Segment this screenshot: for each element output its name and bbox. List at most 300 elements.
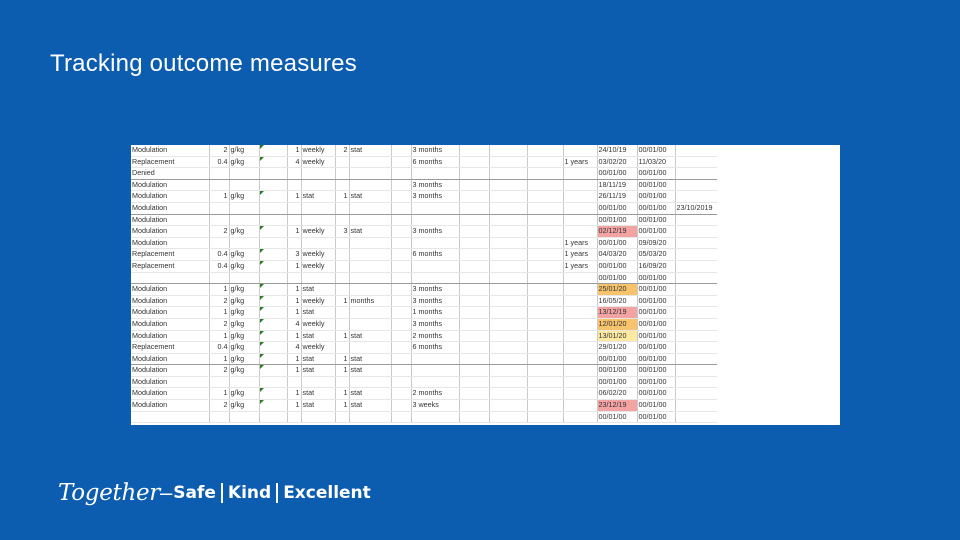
table-cell xyxy=(527,388,563,400)
table-cell: g/kg xyxy=(229,145,259,156)
table-cell xyxy=(527,353,563,365)
table-cell: months xyxy=(349,295,391,307)
table-cell xyxy=(489,411,527,423)
table-cell: stat xyxy=(349,226,391,238)
table-cell xyxy=(489,295,527,307)
table-cell: weekly xyxy=(301,145,335,156)
table-cell xyxy=(675,145,717,156)
table-cell xyxy=(459,400,489,412)
table-cell: 6 months xyxy=(411,156,459,168)
table-cell xyxy=(563,179,597,191)
table-cell xyxy=(411,376,459,388)
table-cell: g/kg xyxy=(229,318,259,330)
table-cell xyxy=(527,237,563,249)
table-cell: 1 xyxy=(287,365,301,377)
table-cell xyxy=(259,179,287,191)
table-cell xyxy=(459,411,489,423)
table-cell xyxy=(229,214,259,226)
table-cell: Modulation xyxy=(131,400,209,412)
table-cell xyxy=(411,411,459,423)
table-cell xyxy=(335,260,349,272)
table-cell xyxy=(675,272,717,284)
table-cell xyxy=(259,202,287,214)
table-cell xyxy=(391,330,411,342)
table-cell: stat xyxy=(349,400,391,412)
outcome-table xyxy=(131,145,717,423)
table-cell xyxy=(259,318,287,330)
table-cell xyxy=(349,168,391,180)
table-cell xyxy=(287,272,301,284)
table-cell xyxy=(489,237,527,249)
table-row xyxy=(131,295,717,307)
table-cell: stat xyxy=(349,353,391,365)
table-cell xyxy=(349,376,391,388)
table-cell: g/kg xyxy=(229,353,259,365)
table-cell xyxy=(563,400,597,412)
table-cell: 00/01/00 xyxy=(637,145,675,156)
table-cell xyxy=(459,388,489,400)
table-cell: 3 months xyxy=(411,284,459,296)
table-cell xyxy=(301,168,335,180)
table-cell xyxy=(527,376,563,388)
table-cell xyxy=(391,400,411,412)
table-cell xyxy=(489,330,527,342)
table-cell: 11/03/20 xyxy=(637,156,675,168)
table-cell: 4 xyxy=(287,318,301,330)
table-cell: g/kg xyxy=(229,249,259,261)
table-cell: 1 years xyxy=(563,237,597,249)
logo-dash: – xyxy=(160,480,173,505)
table-cell xyxy=(349,307,391,319)
table-cell xyxy=(259,156,287,168)
table-cell: Denied xyxy=(131,168,209,180)
table-cell: 4 xyxy=(287,156,301,168)
table-cell xyxy=(489,307,527,319)
table-cell xyxy=(527,318,563,330)
table-cell: weekly xyxy=(301,260,335,272)
table-cell xyxy=(563,318,597,330)
table-cell xyxy=(209,411,229,423)
table-cell xyxy=(489,249,527,261)
table-cell xyxy=(209,179,229,191)
table-cell xyxy=(489,353,527,365)
table-cell: 13/12/19 xyxy=(597,307,637,319)
table-cell: 2 xyxy=(209,145,229,156)
table-cell xyxy=(259,411,287,423)
table-cell xyxy=(259,307,287,319)
table-cell: 2 xyxy=(209,226,229,238)
table-cell: Replacement xyxy=(131,156,209,168)
table-cell xyxy=(391,342,411,354)
logo-script-text: Together xyxy=(58,480,160,506)
table-cell: Replacement xyxy=(131,342,209,354)
table-cell: 00/01/00 xyxy=(637,318,675,330)
table-cell: 23/12/19 xyxy=(597,400,637,412)
table-cell: 1 xyxy=(287,353,301,365)
table-cell xyxy=(259,168,287,180)
table-cell: g/kg xyxy=(229,388,259,400)
table-cell xyxy=(489,226,527,238)
table-cell xyxy=(287,237,301,249)
table-row xyxy=(131,179,717,191)
table-cell: 1 years xyxy=(563,156,597,168)
table-cell: 2 xyxy=(209,295,229,307)
table-cell xyxy=(675,330,717,342)
table-cell: 00/01/00 xyxy=(637,330,675,342)
table-row xyxy=(131,191,717,203)
table-cell: 2 months xyxy=(411,330,459,342)
table-cell xyxy=(209,237,229,249)
table-cell xyxy=(259,214,287,226)
table-cell xyxy=(459,179,489,191)
table-cell xyxy=(391,411,411,423)
table-cell xyxy=(391,388,411,400)
table-cell: 00/01/00 xyxy=(597,168,637,180)
table-cell xyxy=(527,156,563,168)
table-cell: 4 xyxy=(287,342,301,354)
table-cell: weekly xyxy=(301,226,335,238)
table-cell: 1 xyxy=(209,307,229,319)
table-cell xyxy=(287,411,301,423)
table-cell xyxy=(527,342,563,354)
table-cell xyxy=(459,342,489,354)
table-cell: 0.4 xyxy=(209,260,229,272)
table-cell: weekly xyxy=(301,342,335,354)
table-cell xyxy=(287,214,301,226)
table-cell xyxy=(459,156,489,168)
table-cell xyxy=(391,214,411,226)
table-cell: stat xyxy=(301,400,335,412)
table-cell: 3 months xyxy=(411,318,459,330)
table-cell xyxy=(391,179,411,191)
table-cell xyxy=(335,342,349,354)
table-cell xyxy=(229,272,259,284)
table-cell: stat xyxy=(301,388,335,400)
table-cell: 1 xyxy=(287,400,301,412)
table-cell: weekly xyxy=(301,318,335,330)
table-cell: 2 xyxy=(209,365,229,377)
table-cell xyxy=(335,202,349,214)
table-cell: Modulation xyxy=(131,191,209,203)
table-cell xyxy=(459,191,489,203)
table-cell: 0.4 xyxy=(209,249,229,261)
table-cell xyxy=(563,191,597,203)
table-cell xyxy=(489,214,527,226)
table-cell xyxy=(349,342,391,354)
table-row xyxy=(131,353,717,365)
table-cell xyxy=(675,365,717,377)
table-cell: stat xyxy=(301,307,335,319)
table-cell xyxy=(391,365,411,377)
table-cell: 1 xyxy=(209,388,229,400)
table-cell xyxy=(391,202,411,214)
table-cell xyxy=(675,260,717,272)
table-cell: Replacement xyxy=(131,260,209,272)
table-cell xyxy=(335,237,349,249)
table-cell xyxy=(563,330,597,342)
table-cell xyxy=(675,191,717,203)
table-cell xyxy=(259,272,287,284)
table-cell xyxy=(349,284,391,296)
table-cell: Modulation xyxy=(131,376,209,388)
table-cell: Modulation xyxy=(131,365,209,377)
table-cell: 1 xyxy=(209,284,229,296)
table-cell xyxy=(259,237,287,249)
table-cell xyxy=(527,226,563,238)
table-cell xyxy=(335,168,349,180)
table-cell xyxy=(527,295,563,307)
table-cell: 00/01/00 xyxy=(637,191,675,203)
table-cell xyxy=(411,202,459,214)
table-cell: 00/01/00 xyxy=(637,365,675,377)
table-cell xyxy=(675,249,717,261)
table-cell: 2 xyxy=(209,318,229,330)
table-cell: 00/01/00 xyxy=(637,168,675,180)
table-cell: 00/01/00 xyxy=(637,202,675,214)
table-cell xyxy=(527,214,563,226)
table-cell xyxy=(349,237,391,249)
table-cell: 1 xyxy=(287,226,301,238)
table-cell xyxy=(563,226,597,238)
table-cell xyxy=(489,202,527,214)
table-cell: 1 years xyxy=(563,260,597,272)
table-cell: 00/01/00 xyxy=(637,214,675,226)
table-cell xyxy=(411,260,459,272)
table-cell xyxy=(527,272,563,284)
table-cell: 2 xyxy=(209,400,229,412)
table-cell xyxy=(489,284,527,296)
table-cell: 25/01/20 xyxy=(597,284,637,296)
table-cell xyxy=(675,388,717,400)
table-cell xyxy=(563,376,597,388)
table-cell xyxy=(527,411,563,423)
table-row xyxy=(131,342,717,354)
table-cell: 00/01/00 xyxy=(597,202,637,214)
table-cell xyxy=(563,388,597,400)
table-cell: 23/10/2019 xyxy=(675,202,717,214)
table-cell xyxy=(527,284,563,296)
table-cell xyxy=(349,249,391,261)
table-cell: 1 xyxy=(209,191,229,203)
table-cell xyxy=(459,168,489,180)
table-cell: 1 xyxy=(335,330,349,342)
table-cell: 3 months xyxy=(411,145,459,156)
table-cell xyxy=(301,376,335,388)
table-cell: 00/01/00 xyxy=(637,179,675,191)
table-cell xyxy=(301,272,335,284)
table-cell xyxy=(335,307,349,319)
table-cell: 00/01/00 xyxy=(637,295,675,307)
table-cell xyxy=(527,179,563,191)
table-cell: 3 months xyxy=(411,191,459,203)
table-cell xyxy=(229,168,259,180)
table-cell: g/kg xyxy=(229,330,259,342)
table-cell xyxy=(229,411,259,423)
table-cell xyxy=(259,342,287,354)
table-cell: 00/01/00 xyxy=(637,284,675,296)
table-cell xyxy=(563,272,597,284)
logo-divider xyxy=(221,483,223,503)
table-cell xyxy=(335,284,349,296)
table-cell: 1 xyxy=(287,260,301,272)
table-cell: 1 xyxy=(335,353,349,365)
table-cell xyxy=(335,179,349,191)
table-cell xyxy=(675,400,717,412)
table-cell xyxy=(459,318,489,330)
table-cell xyxy=(489,191,527,203)
table-row xyxy=(131,260,717,272)
table-cell xyxy=(459,260,489,272)
table-cell xyxy=(287,376,301,388)
table-cell: stat xyxy=(349,388,391,400)
table-cell xyxy=(209,214,229,226)
table-cell xyxy=(301,202,335,214)
table-cell xyxy=(489,260,527,272)
table-cell xyxy=(459,376,489,388)
table-cell xyxy=(259,295,287,307)
table-cell xyxy=(287,179,301,191)
table-cell xyxy=(527,145,563,156)
table-row xyxy=(131,318,717,330)
table-cell: Modulation xyxy=(131,214,209,226)
table-cell: 3 months xyxy=(411,226,459,238)
table-cell xyxy=(675,226,717,238)
table-cell xyxy=(349,214,391,226)
table-row xyxy=(131,400,717,412)
table-cell: 00/01/00 xyxy=(597,353,637,365)
table-cell: 00/01/00 xyxy=(597,365,637,377)
table-cell xyxy=(391,284,411,296)
table-cell: 00/01/00 xyxy=(637,411,675,423)
table-cell: Modulation xyxy=(131,179,209,191)
table-cell: 09/09/20 xyxy=(637,237,675,249)
table-cell xyxy=(391,191,411,203)
table-cell xyxy=(349,179,391,191)
table-cell: 00/01/00 xyxy=(597,376,637,388)
table-cell: 03/02/20 xyxy=(597,156,637,168)
table-cell xyxy=(459,365,489,377)
table-cell xyxy=(459,214,489,226)
table-cell xyxy=(527,191,563,203)
table-cell xyxy=(563,202,597,214)
table-cell: g/kg xyxy=(229,156,259,168)
table-cell: 3 weeks xyxy=(411,400,459,412)
table-cell xyxy=(301,214,335,226)
table-cell xyxy=(527,307,563,319)
table-cell xyxy=(563,168,597,180)
table-cell xyxy=(459,353,489,365)
table-cell: Modulation xyxy=(131,388,209,400)
table-cell xyxy=(259,353,287,365)
table-cell: 05/03/20 xyxy=(637,249,675,261)
table-cell xyxy=(527,260,563,272)
table-cell xyxy=(209,272,229,284)
table-cell xyxy=(209,168,229,180)
table-cell xyxy=(459,330,489,342)
table-cell: 1 xyxy=(287,388,301,400)
table-cell xyxy=(489,342,527,354)
table-cell xyxy=(675,342,717,354)
table-cell xyxy=(391,237,411,249)
table-cell xyxy=(335,376,349,388)
table-cell: Modulation xyxy=(131,295,209,307)
table-cell xyxy=(287,168,301,180)
table-cell: 1 xyxy=(287,145,301,156)
table-cell xyxy=(209,376,229,388)
table-cell: 1 xyxy=(287,284,301,296)
table-cell xyxy=(259,330,287,342)
table-row xyxy=(131,202,717,214)
table-cell xyxy=(259,400,287,412)
table-cell xyxy=(335,214,349,226)
table-cell: 3 months xyxy=(411,179,459,191)
table-cell: 00/01/00 xyxy=(637,388,675,400)
table-row xyxy=(131,365,717,377)
table-cell: 3 months xyxy=(411,295,459,307)
table-cell: 04/03/20 xyxy=(597,249,637,261)
table-cell xyxy=(489,272,527,284)
table-cell xyxy=(489,168,527,180)
table-cell xyxy=(563,365,597,377)
table-cell: Modulation xyxy=(131,202,209,214)
table-cell xyxy=(527,330,563,342)
table-cell xyxy=(391,295,411,307)
table-row xyxy=(131,156,717,168)
table-cell: weekly xyxy=(301,249,335,261)
table-cell xyxy=(527,365,563,377)
table-cell xyxy=(675,214,717,226)
table-cell: stat xyxy=(349,330,391,342)
table-cell: 12/01/20 xyxy=(597,318,637,330)
table-cell: 26/11/19 xyxy=(597,191,637,203)
table-cell xyxy=(209,202,229,214)
table-cell xyxy=(259,284,287,296)
spreadsheet-screenshot xyxy=(131,145,840,425)
table-cell: Modulation xyxy=(131,284,209,296)
table-cell: g/kg xyxy=(229,260,259,272)
table-cell xyxy=(259,260,287,272)
table-cell xyxy=(675,237,717,249)
table-cell: 00/01/00 xyxy=(637,342,675,354)
table-cell xyxy=(489,318,527,330)
table-row xyxy=(131,330,717,342)
table-cell: 00/01/00 xyxy=(597,272,637,284)
table-cell: g/kg xyxy=(229,307,259,319)
table-cell: 6 months xyxy=(411,249,459,261)
table-cell xyxy=(301,237,335,249)
table-cell xyxy=(229,202,259,214)
table-cell xyxy=(459,237,489,249)
table-cell: 00/01/00 xyxy=(597,411,637,423)
table-cell xyxy=(489,156,527,168)
table-cell xyxy=(489,400,527,412)
table-cell: Modulation xyxy=(131,226,209,238)
table-cell: g/kg xyxy=(229,226,259,238)
table-cell xyxy=(563,295,597,307)
table-cell: 1 years xyxy=(563,249,597,261)
table-cell: 00/01/00 xyxy=(637,376,675,388)
table-row xyxy=(131,168,717,180)
table-row xyxy=(131,237,717,249)
table-cell: 1 xyxy=(209,330,229,342)
table-cell: 1 xyxy=(287,191,301,203)
table-cell xyxy=(527,400,563,412)
table-row xyxy=(131,388,717,400)
table-cell xyxy=(563,214,597,226)
table-cell xyxy=(301,179,335,191)
table-cell xyxy=(675,179,717,191)
table-row xyxy=(131,272,717,284)
